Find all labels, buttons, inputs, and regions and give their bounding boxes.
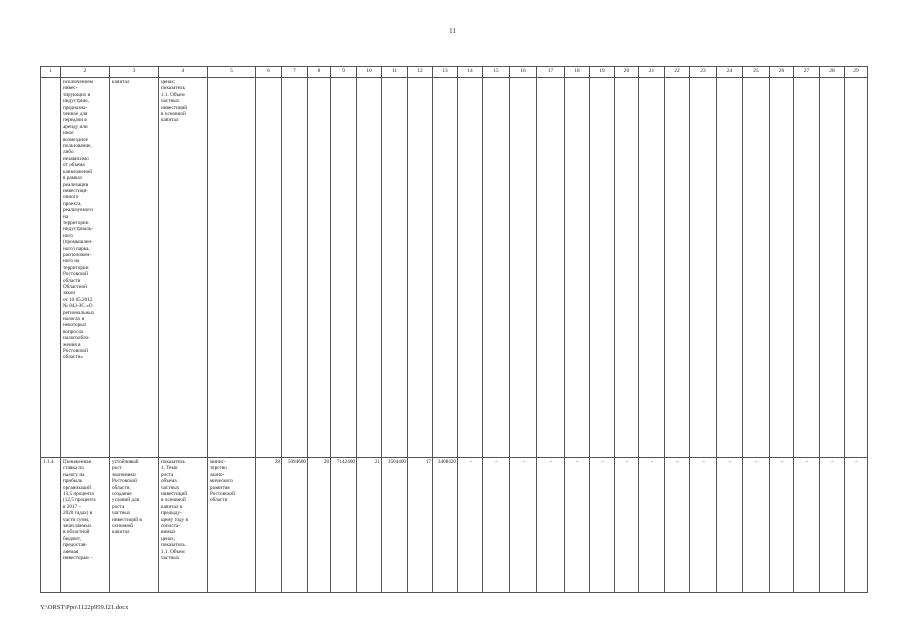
table-cell <box>433 78 458 458</box>
table-cell <box>308 78 331 458</box>
dash-cell: – <box>770 458 794 593</box>
dash-cell: – <box>743 458 770 593</box>
table-row <box>41 78 868 458</box>
goal-cell: устойчивый рост экономики Ростовской области, создание условий для роста частных инвестиций в основной капитал <box>110 458 159 593</box>
col-number-header: 19 <box>590 67 615 78</box>
dash-cell: – <box>483 458 510 593</box>
table-cell <box>256 78 282 458</box>
col-number-header: 16 <box>510 67 537 78</box>
table-cell <box>483 78 510 458</box>
table-cell <box>639 78 665 458</box>
table-cell <box>590 78 615 458</box>
dash-cell: – <box>590 458 615 593</box>
col-number-header: 2 <box>61 67 110 78</box>
table-cell <box>408 78 433 458</box>
dash-cell: – <box>615 458 639 593</box>
table-cell <box>770 78 794 458</box>
table-cell <box>458 78 483 458</box>
dash-cell: – <box>717 458 743 593</box>
col-number-header: 3 <box>110 67 159 78</box>
table-cell <box>743 78 770 458</box>
goal-cell: капитал <box>110 78 159 458</box>
col-number-header: 12 <box>408 67 433 78</box>
value-cell: 7142400 <box>331 458 357 593</box>
col-number-header: 21 <box>639 67 665 78</box>
dash-cell: – <box>845 458 868 593</box>
col-number-header: 7 <box>282 67 308 78</box>
col-number-header: 14 <box>458 67 483 78</box>
col-number-header: 6 <box>256 67 282 78</box>
measures-table <box>40 66 868 593</box>
table-cell <box>690 78 717 458</box>
col-number-header: 10 <box>357 67 382 78</box>
col-number-header: 5 <box>208 67 256 78</box>
dash-cell: – <box>537 458 565 593</box>
footer-file-path: Y:\ORST\Ppo\1122p959.f21.docx <box>40 604 129 611</box>
col-number-header: 4 <box>159 67 208 78</box>
col-number-header: 20 <box>615 67 639 78</box>
col-number-header: 15 <box>483 67 510 78</box>
table-cell <box>282 78 308 458</box>
dash-cell: – <box>639 458 665 593</box>
table-cell <box>382 78 408 458</box>
table-cell <box>717 78 743 458</box>
table-cell <box>41 78 61 458</box>
table-cell <box>794 78 820 458</box>
col-number-header: 26 <box>770 67 794 78</box>
dash-cell: – <box>565 458 590 593</box>
col-number-header: 29 <box>845 67 868 78</box>
value-cell: 3408420 <box>433 458 458 593</box>
col-number-header: 28 <box>820 67 845 78</box>
col-number-header: 22 <box>665 67 690 78</box>
value-cell: 5094600 <box>282 458 308 593</box>
col-number-header: 24 <box>717 67 743 78</box>
header-row <box>41 67 868 78</box>
value-cell: 28 <box>308 458 331 593</box>
indicator-cell: показатель 1. Темп роста объема частных инвестиций в основной капитал к предыду- щему году в сопоста- вимых ценах; показатель 1.1. Объем частных <box>159 458 208 593</box>
col-number-header: 27 <box>794 67 820 78</box>
col-number-header: 8 <box>308 67 331 78</box>
value-cell: 17 <box>408 458 433 593</box>
dash-cell: – <box>690 458 717 593</box>
dash-cell: – <box>458 458 483 593</box>
value-cell: 28 <box>256 458 282 593</box>
col-number-header: 9 <box>331 67 357 78</box>
table-cell <box>208 78 256 458</box>
measure-description-cell: исключением инвес- тирующих в индустрию, предназна- ченное для передачи в аренду или иное возмездное пользование, либо независимо от объема капвложений в рамках реализации инвестици- онного проекта, реализуемого на территории индустриаль- ного (промышлен- ного) парка, расположен- ного на территории Ростовской области Областной закон от 10.05.2012 № 843-ЗС «О региональных налогах и некоторых вопросах налогообло- жения в Ростовской области» <box>61 78 110 458</box>
value-cell: 21 <box>357 458 382 593</box>
col-number-header: 1 <box>41 67 61 78</box>
page-number: 11 <box>449 27 456 35</box>
dash-cell: – <box>820 458 845 593</box>
table-cell <box>820 78 845 458</box>
col-number-header: 17 <box>537 67 565 78</box>
table-cell <box>615 78 639 458</box>
dash-cell: – <box>510 458 537 593</box>
col-number-header: 23 <box>690 67 717 78</box>
table-cell <box>331 78 357 458</box>
measure-description-cell: Пониженная ставка по налогу на прибыль организаций 13,5 процента (12,5 процента в 2017 – 2020 годах) в части сумм, зачисляемых в областной бюджет, предостав- ляемая инвесторам – <box>61 458 110 593</box>
col-number-header: 13 <box>433 67 458 78</box>
table-cell <box>665 78 690 458</box>
table-cell <box>537 78 565 458</box>
col-number-header: 11 <box>382 67 408 78</box>
table-cell <box>565 78 590 458</box>
dash-cell: – <box>794 458 820 593</box>
item-number-cell: 1.1.4. <box>41 458 61 593</box>
dash-cell: – <box>665 458 690 593</box>
indicator-cell: ценах; показатель 1.1. Объем частных инвестиций в основной капитал <box>159 78 208 458</box>
curator-cell: минис- терство эконо- мического развития Ростовской области <box>208 458 256 593</box>
col-number-header: 18 <box>565 67 590 78</box>
table-row <box>41 458 868 593</box>
table-cell <box>357 78 382 458</box>
table-cell <box>845 78 868 458</box>
value-cell: 3504400 <box>382 458 408 593</box>
col-number-header: 25 <box>743 67 770 78</box>
table-cell <box>510 78 537 458</box>
